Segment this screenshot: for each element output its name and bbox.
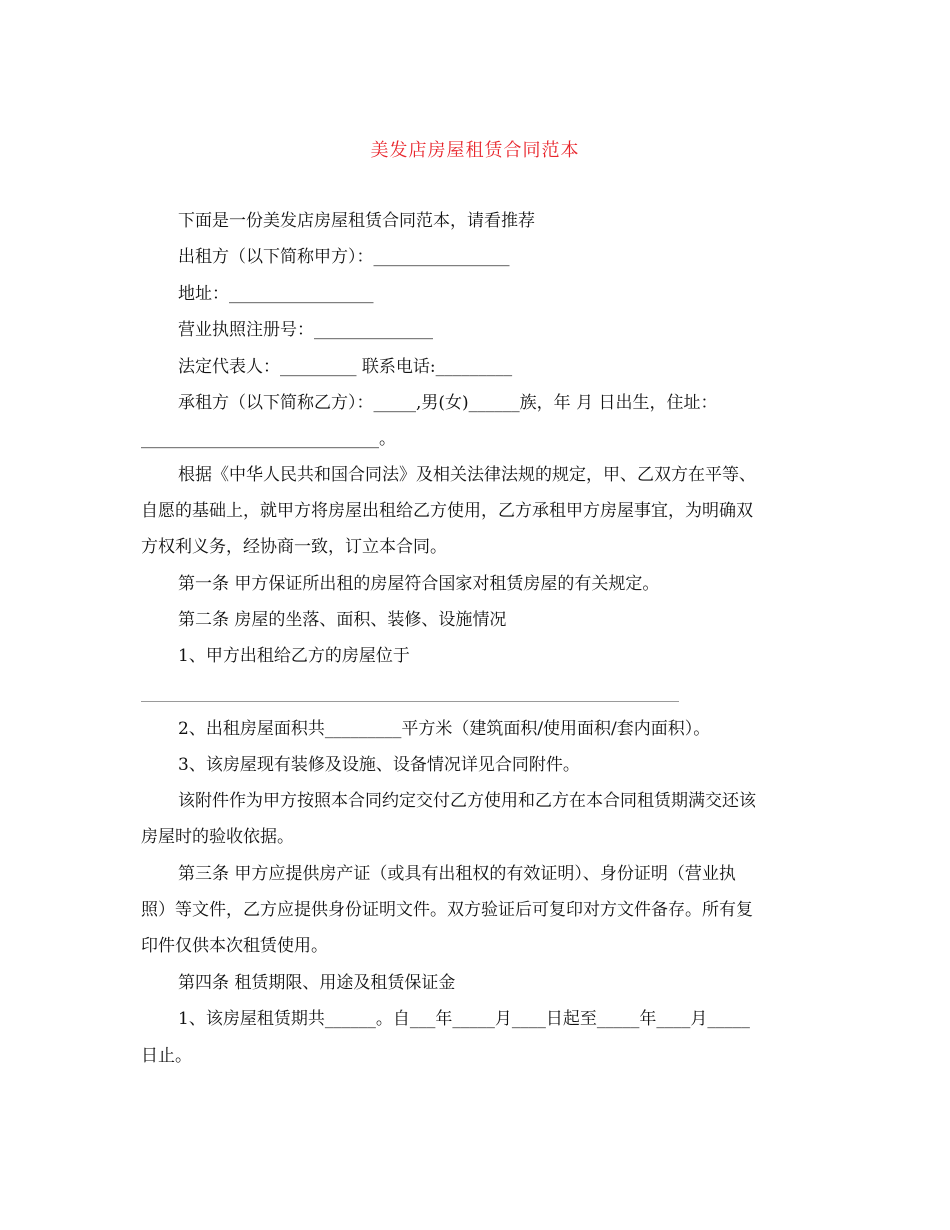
- article-1-line: 第一条 甲方保证所出租的房屋符合国家对租赁房屋的有关规定。: [178, 574, 660, 594]
- lessee-address-line: ____________________________。: [141, 429, 396, 449]
- address-line: 地址：_________________: [178, 284, 374, 304]
- representative-line: 法定代表人：_________ 联系电话:_________: [178, 357, 513, 377]
- paragraph-line: 房屋时的验收依据。: [141, 827, 294, 847]
- article-3-line: 印件仅供本次租赁使用。: [141, 936, 328, 956]
- intro-line: 下面是一份美发店房屋租赁合同范本，请看推荐: [178, 211, 535, 231]
- paragraph-line: 方权利义务，经协商一致，订立本合同。: [141, 537, 447, 557]
- article-3-line: 第三条 甲方应提供房产证（或具有出租权的有效证明）、身份证明（营业执: [178, 864, 736, 884]
- paragraph-line: 根据《中华人民共和国合同法》及相关法律法规的规定，甲、乙双方在平等、: [178, 465, 756, 485]
- article-2-item-3: 3、该房屋现有装修及设施、设备情况详见合同附件。: [178, 755, 580, 775]
- lessor-line: 出租方（以下简称甲方）：________________: [178, 247, 510, 267]
- document-title: 美发店房屋租赁合同范本: [370, 140, 580, 161]
- article-3-line: 照）等文件，乙方应提供身份证明文件。双方验证后可复印对方文件备存。所有复: [141, 900, 753, 920]
- blank-fill-line: [141, 701, 679, 702]
- article-2-heading: 第二条 房屋的坐落、面积、装修、设施情况: [178, 610, 507, 630]
- paragraph-line: 该附件作为甲方按照本合同约定交付乙方使用和乙方在本合同租赁期满交还该: [178, 791, 756, 811]
- paragraph-line: 自愿的基础上，就甲方将房屋出租给乙方使用，乙方承租甲方房屋事宜，为明确双: [141, 501, 753, 521]
- lessee-line: 承租方（以下简称乙方）：_____,男(女)______族，年 月 日出生，住址：: [178, 393, 718, 413]
- article-4-item-1: 1、该房屋租赁期共______。自___年_____月____日起至_____年____月_____: [178, 1009, 750, 1029]
- article-2-item-2: 2、出租房屋面积共_________平方米（建筑面积/使用面积/套内面积）。: [178, 719, 711, 739]
- license-line: 营业执照注册号：______________: [178, 320, 433, 340]
- article-4-item-1-cont: 日止。: [141, 1046, 192, 1066]
- article-4-heading: 第四条 租赁期限、用途及租赁保证金: [178, 973, 456, 993]
- article-2-item-1: 1、甲方出租给乙方的房屋位于: [178, 646, 410, 666]
